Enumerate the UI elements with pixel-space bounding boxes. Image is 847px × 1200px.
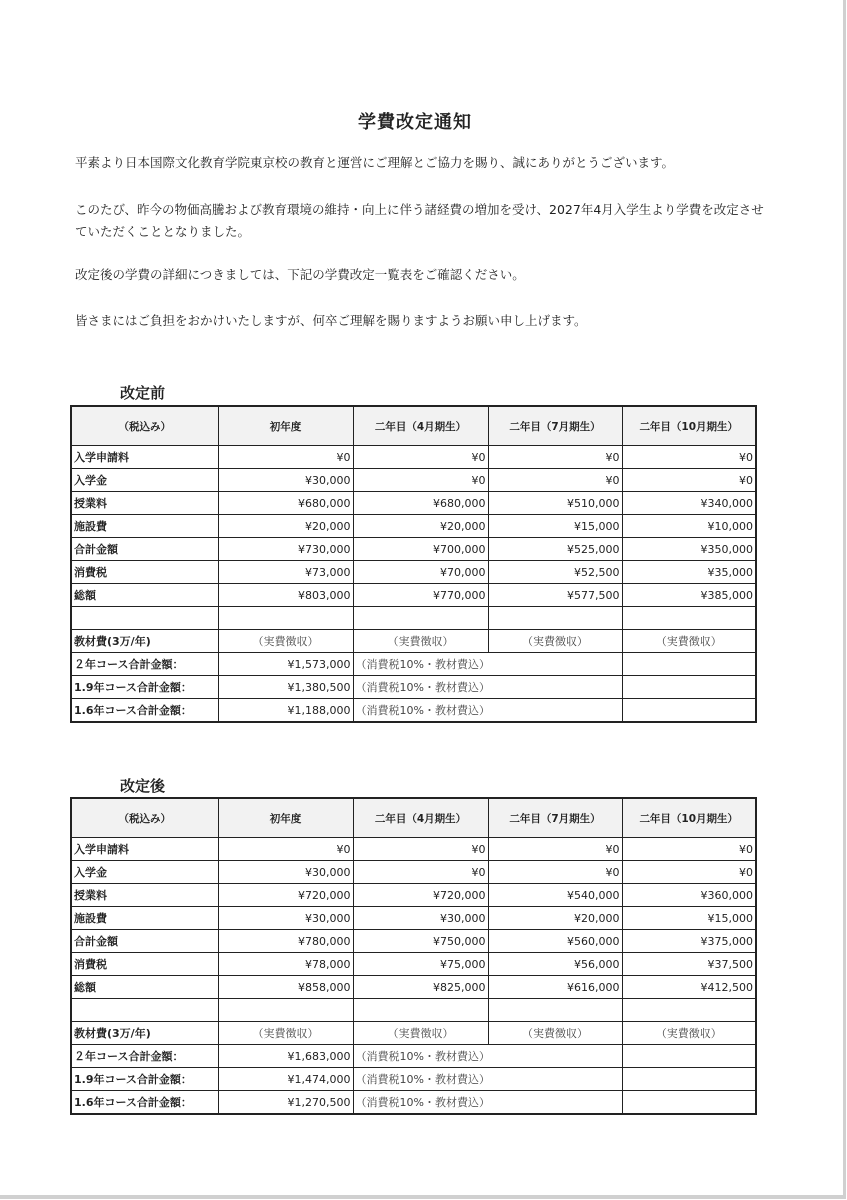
column-header: 二年目（7月期生） — [488, 406, 622, 446]
course-total-label: ２年コース合計金額： — [71, 653, 218, 676]
amount-cell: ¥560,000 — [488, 930, 622, 953]
course-total-row — [71, 1091, 756, 1115]
amount-cell: ¥375,000 — [622, 930, 756, 953]
course-total-note: （消費税10%・教材費込） — [353, 699, 622, 723]
amount-cell: ¥525,000 — [488, 538, 622, 561]
amount-cell: ¥0 — [353, 861, 488, 884]
amount-cell: ¥0 — [353, 838, 488, 861]
table-row — [71, 446, 756, 469]
row-label: 入学金 — [71, 469, 218, 492]
amount-cell: ¥360,000 — [622, 884, 756, 907]
amount-cell: ¥540,000 — [488, 884, 622, 907]
table-row — [71, 561, 756, 584]
amount-cell: ¥20,000 — [488, 907, 622, 930]
amount-cell: ¥680,000 — [353, 492, 488, 515]
empty-cell — [218, 607, 353, 630]
course-total-note: （消費税10%・教材費込） — [353, 676, 622, 699]
table-row — [71, 469, 756, 492]
course-total-note: （消費税10%・教材費込） — [353, 1068, 622, 1091]
intro-paragraph: 平素より日本国際文化教育学院東京校の教育と運営にご理解とご協力を賜り、誠にありがとうございます。 — [75, 155, 675, 170]
revision-paragraph: このたび、昨今の物価高騰および教育環境の維持・向上に伴う諸経費の増加を受け、2027年4月入学生より学費を改定させていただくこととなりました。 — [75, 202, 764, 239]
fee-table-after — [70, 797, 757, 1115]
amount-cell: ¥0 — [488, 861, 622, 884]
course-total-row — [71, 699, 756, 723]
amount-cell: ¥385,000 — [622, 584, 756, 607]
course-total-row — [71, 1068, 756, 1091]
table-row — [71, 584, 756, 607]
empty-cell — [71, 999, 218, 1022]
materials-cell: （実費徴収） — [488, 1022, 622, 1045]
amount-cell: ¥73,000 — [218, 561, 353, 584]
column-header: （税込み） — [71, 406, 218, 446]
closing-paragraph: 皆さまにはご負担をおかけいたしますが、何卒ご理解を賜りますようお願い申し上げます。 — [75, 313, 587, 328]
amount-cell: ¥720,000 — [353, 884, 488, 907]
amount-cell: ¥0 — [622, 469, 756, 492]
course-total-row — [71, 1045, 756, 1068]
course-total-label: 1.6年コース合計金額： — [71, 699, 218, 723]
amount-cell: ¥0 — [488, 469, 622, 492]
course-total-note: （消費税10%・教材費込） — [353, 1045, 622, 1068]
row-label: 合計金額 — [71, 930, 218, 953]
before-heading: 改定前 — [120, 384, 166, 402]
header-row — [71, 406, 756, 446]
amount-cell: ¥30,000 — [218, 907, 353, 930]
table-row — [71, 538, 756, 561]
amount-cell: ¥70,000 — [353, 561, 488, 584]
table-row — [71, 907, 756, 930]
amount-cell: ¥730,000 — [218, 538, 353, 561]
course-total-label: 1.9年コース合計金額： — [71, 1068, 218, 1091]
amount-cell: ¥616,000 — [488, 976, 622, 999]
empty-cell — [622, 1068, 756, 1091]
empty-cell — [488, 607, 622, 630]
spacer-row — [71, 607, 756, 630]
amount-cell: ¥858,000 — [218, 976, 353, 999]
row-label: 教材費(3万/年) — [71, 1022, 218, 1045]
course-total-label: 1.9年コース合計金額： — [71, 676, 218, 699]
table-row — [71, 838, 756, 861]
amount-cell: ¥30,000 — [353, 907, 488, 930]
materials-cell: （実費徴収） — [353, 630, 488, 653]
row-label: 施設費 — [71, 515, 218, 538]
amount-cell: ¥510,000 — [488, 492, 622, 515]
empty-cell — [622, 699, 756, 723]
row-label: 入学金 — [71, 861, 218, 884]
table-row — [71, 976, 756, 999]
materials-cell: （実費徴収） — [622, 630, 756, 653]
row-label: 施設費 — [71, 907, 218, 930]
amount-cell: ¥0 — [218, 838, 353, 861]
amount-cell: ¥803,000 — [218, 584, 353, 607]
amount-cell: ¥30,000 — [218, 861, 353, 884]
row-label: 入学申請料 — [71, 838, 218, 861]
table-row — [71, 884, 756, 907]
course-total-amount: ¥1,683,000 — [218, 1045, 353, 1068]
course-total-row — [71, 653, 756, 676]
amount-cell: ¥750,000 — [353, 930, 488, 953]
course-total-amount: ¥1,188,000 — [218, 699, 353, 723]
table-row — [71, 515, 756, 538]
materials-cell: （実費徴収） — [218, 630, 353, 653]
amount-cell: ¥75,000 — [353, 953, 488, 976]
amount-cell: ¥0 — [488, 446, 622, 469]
empty-cell — [353, 999, 488, 1022]
after-heading: 改定後 — [120, 777, 166, 795]
empty-cell — [622, 607, 756, 630]
amount-cell: ¥20,000 — [218, 515, 353, 538]
amount-cell: ¥52,500 — [488, 561, 622, 584]
materials-cell: （実費徴収） — [488, 630, 622, 653]
amount-cell: ¥0 — [353, 446, 488, 469]
materials-row — [71, 1022, 756, 1045]
course-total-amount: ¥1,380,500 — [218, 676, 353, 699]
column-header: （税込み） — [71, 798, 218, 838]
row-label: 授業料 — [71, 492, 218, 515]
amount-cell: ¥0 — [622, 861, 756, 884]
amount-cell: ¥412,500 — [622, 976, 756, 999]
amount-cell: ¥780,000 — [218, 930, 353, 953]
amount-cell: ¥15,000 — [622, 907, 756, 930]
course-total-note: （消費税10%・教材費込） — [353, 1091, 622, 1115]
course-total-label: 1.6年コース合計金額： — [71, 1091, 218, 1115]
document-title: 学費改定通知 — [358, 112, 472, 133]
empty-cell — [622, 1091, 756, 1115]
column-header: 二年目（10月期生） — [622, 406, 756, 446]
row-label: 合計金額 — [71, 538, 218, 561]
amount-cell: ¥0 — [218, 446, 353, 469]
empty-cell — [622, 1045, 756, 1068]
amount-cell: ¥0 — [622, 446, 756, 469]
column-header: 二年目（7月期生） — [488, 798, 622, 838]
row-label: 授業料 — [71, 884, 218, 907]
course-total-note: （消費税10%・教材費込） — [353, 653, 622, 676]
column-header: 二年目（4月期生） — [353, 406, 488, 446]
column-header: 二年目（10月期生） — [622, 798, 756, 838]
course-total-label: ２年コース合計金額： — [71, 1045, 218, 1068]
amount-cell: ¥0 — [622, 838, 756, 861]
fee-table-before — [70, 405, 757, 723]
course-total-amount: ¥1,573,000 — [218, 653, 353, 676]
amount-cell: ¥37,500 — [622, 953, 756, 976]
amount-cell: ¥700,000 — [353, 538, 488, 561]
spacer-row — [71, 999, 756, 1022]
amount-cell: ¥770,000 — [353, 584, 488, 607]
amount-cell: ¥720,000 — [218, 884, 353, 907]
amount-cell: ¥78,000 — [218, 953, 353, 976]
column-header: 二年目（4月期生） — [353, 798, 488, 838]
amount-cell: ¥340,000 — [622, 492, 756, 515]
course-total-amount: ¥1,270,500 — [218, 1091, 353, 1115]
empty-cell — [218, 999, 353, 1022]
row-label: 消費税 — [71, 953, 218, 976]
row-label: 入学申請料 — [71, 446, 218, 469]
empty-cell — [71, 607, 218, 630]
row-label: 総額 — [71, 976, 218, 999]
amount-cell: ¥0 — [488, 838, 622, 861]
empty-cell — [353, 607, 488, 630]
amount-cell: ¥10,000 — [622, 515, 756, 538]
column-header: 初年度 — [218, 406, 353, 446]
materials-cell: （実費徴収） — [622, 1022, 756, 1045]
empty-cell — [622, 999, 756, 1022]
materials-row — [71, 630, 756, 653]
table-row — [71, 492, 756, 515]
empty-cell — [488, 999, 622, 1022]
amount-cell: ¥56,000 — [488, 953, 622, 976]
amount-cell: ¥680,000 — [218, 492, 353, 515]
header-row — [71, 798, 756, 838]
amount-cell: ¥577,500 — [488, 584, 622, 607]
amount-cell: ¥35,000 — [622, 561, 756, 584]
table-row — [71, 930, 756, 953]
course-total-amount: ¥1,474,000 — [218, 1068, 353, 1091]
amount-cell: ¥825,000 — [353, 976, 488, 999]
amount-cell: ¥20,000 — [353, 515, 488, 538]
amount-cell: ¥30,000 — [218, 469, 353, 492]
table-row — [71, 953, 756, 976]
materials-cell: （実費徴収） — [353, 1022, 488, 1045]
row-label: 教材費(3万/年) — [71, 630, 218, 653]
row-label: 総額 — [71, 584, 218, 607]
row-label: 消費税 — [71, 561, 218, 584]
column-header: 初年度 — [218, 798, 353, 838]
table-row — [71, 861, 756, 884]
empty-cell — [622, 676, 756, 699]
amount-cell: ¥15,000 — [488, 515, 622, 538]
course-total-row — [71, 676, 756, 699]
amount-cell: ¥350,000 — [622, 538, 756, 561]
details-paragraph: 改定後の学費の詳細につきましては、下記の学費改定一覧表をご確認ください。 — [75, 267, 525, 282]
amount-cell: ¥0 — [353, 469, 488, 492]
materials-cell: （実費徴収） — [218, 1022, 353, 1045]
empty-cell — [622, 653, 756, 676]
